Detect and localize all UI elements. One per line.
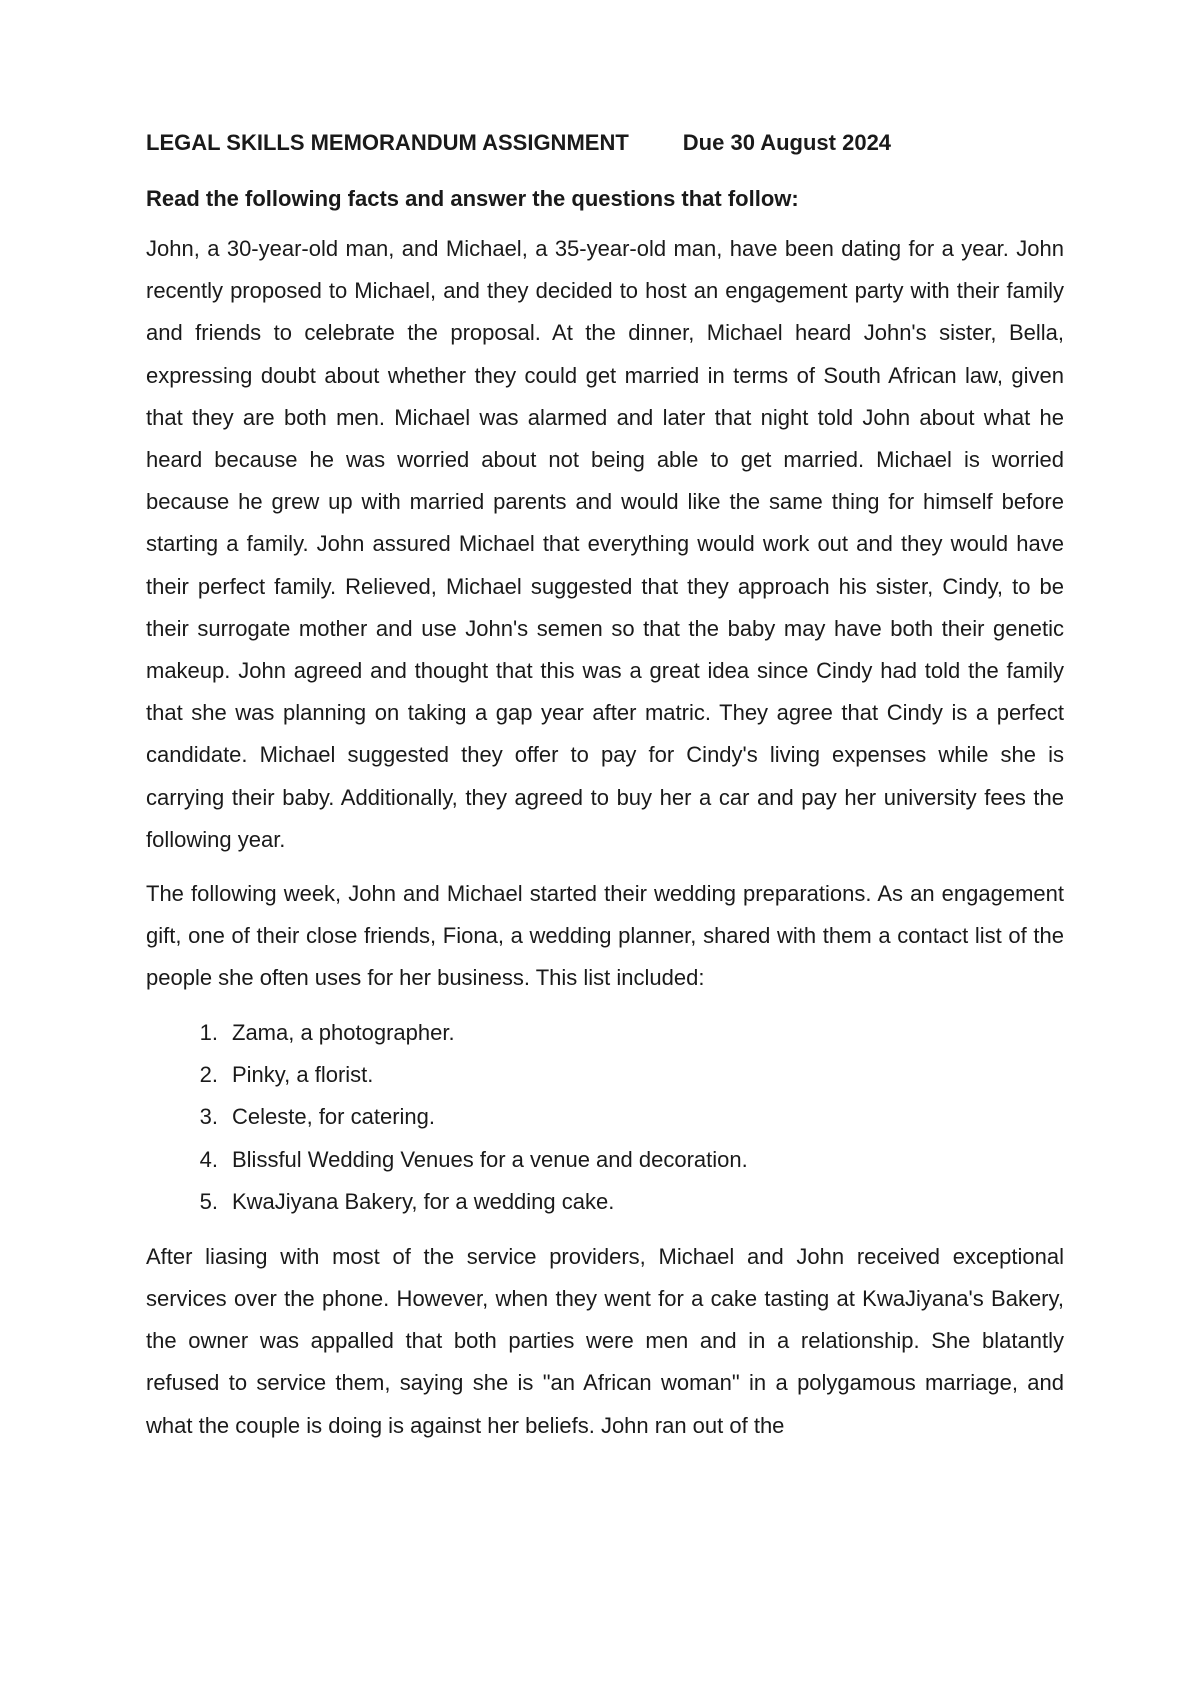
assignment-header [146,128,1064,158]
list-item [146,1181,1064,1223]
list-text: Celeste, for catering. [232,1104,435,1130]
list-number: 5. [199,1189,218,1215]
document-page [146,128,1064,1447]
list-number: 4. [199,1146,218,1172]
facts-paragraph-2: The following week, John and Michael started their wedding preparations. As an engagement gift, one of their close friends, Fiona, a wedding planner, shared with them a contact list of the people she often uses for her business. This list included: [146,881,1064,991]
list-number: 2. [199,1062,218,1088]
facts-paragraph-1: John, a 30-year-old man, and Michael, a 35-year-old man, have been dating for a year. John recently proposed to Michael, and they decided to host an engagement party with their family and friends to celebrate the proposal. At the dinner, Michael heard John's sister, Bella, expressing doubt about whether they could get married in terms of South African law, given that they are both men. Michael was alarmed and later that night told John about what he heard because he was worried about not being able to get married. Michael is worried because he grew up with married parents and would like the same thing for himself before starting a family. John assured Michael that everything would work out and they would have their perfect family. Relieved, Michael suggested that they approach his sister, Cindy, to be their surrogate mother and use John's semen so that the baby may have both their genetic makeup. John agreed and thought that this was a great idea since Cindy had told the family that she was planning on taking a gap year after matric. They agree that Cindy is a perfect candidate. Michael suggested they offer to pay for Cindy's living expenses while she is carrying their baby. Additionally, they agreed to buy her a car and pay her university fees the following year. [146,236,1064,852]
facts-paragraph-3: After liasing with most of the service providers, Michael and John received exceptional services over the phone. However, when they went for a cake tasting at KwaJiyana's Bakery, the owner was appalled that both parties were men and in a relationship. She blatantly refused to service them, saying she is "an African woman" in a polygamous marriage, and what the couple is doing is against her beliefs. John ran out of the [146,1243,1064,1438]
list-item [146,1139,1064,1181]
assignment-title: LEGAL SKILLS MEMORANDUM ASSIGNMENT [146,130,629,155]
list-item [146,1096,1064,1138]
list-text: Zama, a photographer. [232,1019,455,1045]
list-number: 3. [199,1104,218,1130]
list-text: Pinky, a florist. [232,1062,374,1088]
list-item [146,1054,1064,1096]
service-provider-list [146,1012,1064,1224]
instruction-heading: Read the following facts and answer the questions that follow: [146,186,799,211]
list-number: 1. [199,1019,218,1045]
list-text: Blissful Wedding Venues for a venue and decoration. [232,1146,748,1172]
due-date: Due 30 August 2024 [682,130,892,155]
list-text: KwaJiyana Bakery, for a wedding cake. [232,1189,615,1215]
list-item [146,1012,1064,1054]
